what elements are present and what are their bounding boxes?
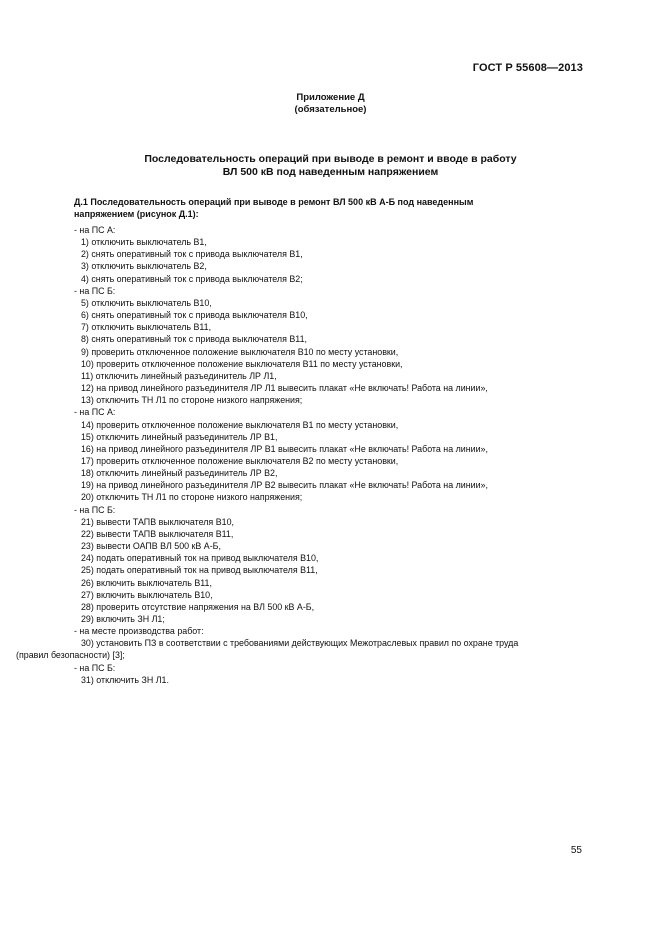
subsection-heading: [74, 197, 594, 220]
operation-step: 20) отключить ТН Л1 по стороне низкого напряжения;: [81, 492, 303, 503]
operation-step: 1) отключить выключатель В1,: [81, 237, 207, 248]
operation-step: 23) вывести ОАПВ ВЛ 500 кВ А-Б,: [81, 541, 221, 552]
operation-group-label: - на ПС А:: [74, 407, 116, 418]
operation-step: 30) установить ПЗ в соответствии с требованиями действующих Межотраслевых правил по охране труда: [81, 638, 519, 649]
operation-group-label: - на ПС Б:: [74, 662, 116, 673]
operation-step: 8) снять оперативный ток с привода выключателя В11,: [81, 334, 307, 345]
appendix-heading: [0, 92, 661, 116]
appendix-title: Приложение Д: [296, 92, 365, 103]
operation-step: 22) вывести ТАПВ выключателя В11,: [81, 528, 234, 539]
operation-step: 24) подать оперативный ток на привод выключателя В10,: [81, 553, 319, 564]
section-title: [0, 153, 661, 179]
operation-step: 6) снять оперативный ток с привода выключателя В10,: [81, 310, 308, 321]
operation-step: 18) отключить линейный разъединитель ЛР В2,: [81, 468, 278, 479]
operation-step: 28) проверить отсутствие напряжения на ВЛ 500 кВ А-Б,: [81, 601, 315, 612]
subsection-heading-line-2: напряжением (рисунок Д.1):: [74, 208, 199, 219]
operation-step: 31) отключить ЗН Л1.: [81, 674, 169, 685]
operation-step: 7) отключить выключатель В11,: [81, 322, 212, 333]
operation-group-label: - на месте производства работ:: [74, 626, 204, 637]
operation-group-label: - на ПС Б:: [74, 504, 116, 515]
operations-list: [0, 224, 661, 686]
operation-step: 17) проверить отключенное положение выключателя В2 по месту установки,: [81, 455, 399, 466]
operation-step: 9) проверить отключенное положение выключателя В10 по месту установки,: [81, 346, 399, 357]
operation-step: 25) подать оперативный ток на привод выключателя В11,: [81, 565, 318, 576]
operation-step: 12) на привод линейного разъединителя ЛР Л1 вывесить плакат «Не включать! Работа на линии»,: [81, 383, 488, 394]
operation-step: 16) на привод линейного разъединителя ЛР В1 вывесить плакат «Не включать! Работа на линии»,: [81, 443, 488, 454]
operation-step: 10) проверить отключенное положение выключателя В11 по месту установки,: [81, 358, 403, 369]
appendix-status: (обязательное): [294, 104, 367, 115]
operation-group-label: - на ПС А:: [74, 225, 116, 235]
operation-step: 5) отключить выключатель В10,: [81, 297, 212, 308]
operation-step: 2) снять оперативный ток с привода выключателя В1,: [81, 249, 303, 260]
operation-step: 3) отключить выключатель В2,: [81, 261, 207, 272]
operation-step: 11) отключить линейный разъединитель ЛР Л1,: [81, 370, 277, 381]
operation-step: 13) отключить ТН Л1 по стороне низкого напряжения;: [81, 395, 303, 406]
operation-step: 19) на привод линейного разъединителя ЛР В2 вывесить плакат «Не включать! Работа на линии»,: [81, 480, 488, 491]
operation-step: 15) отключить линейный разъединитель ЛР В1,: [81, 431, 278, 442]
section-title-line-1: Последовательность операций при выводе в ремонт и вводе в работу: [144, 153, 517, 165]
section-title-line-2: ВЛ 500 кВ под наведенным напряжением: [222, 166, 439, 178]
operation-step: (правил безопасности) [3];: [16, 650, 125, 661]
subsection-heading-line-1: Д.1 Последовательность операций при выводе в ремонт ВЛ 500 кВ А-Б под наведенным: [74, 197, 474, 207]
operation-step: 4) снять оперативный ток с привода выключателя В2;: [81, 273, 303, 284]
page-number: 55: [570, 845, 582, 856]
operation-step: 29) включить ЗН Л1;: [81, 614, 165, 624]
operation-step: 21) вывести ТАПВ выключателя В10,: [81, 516, 234, 527]
operation-step: 14) проверить отключенное положение выключателя В1 по месту установки,: [81, 419, 399, 430]
standard-code-header: ГОСТ Р 55608—2013: [472, 62, 583, 74]
operation-group-label: - на ПС Б:: [74, 285, 116, 296]
operation-step: 26) включить выключатель В11,: [81, 577, 212, 588]
operation-step: 27) включить выключатель В10,: [81, 589, 213, 600]
